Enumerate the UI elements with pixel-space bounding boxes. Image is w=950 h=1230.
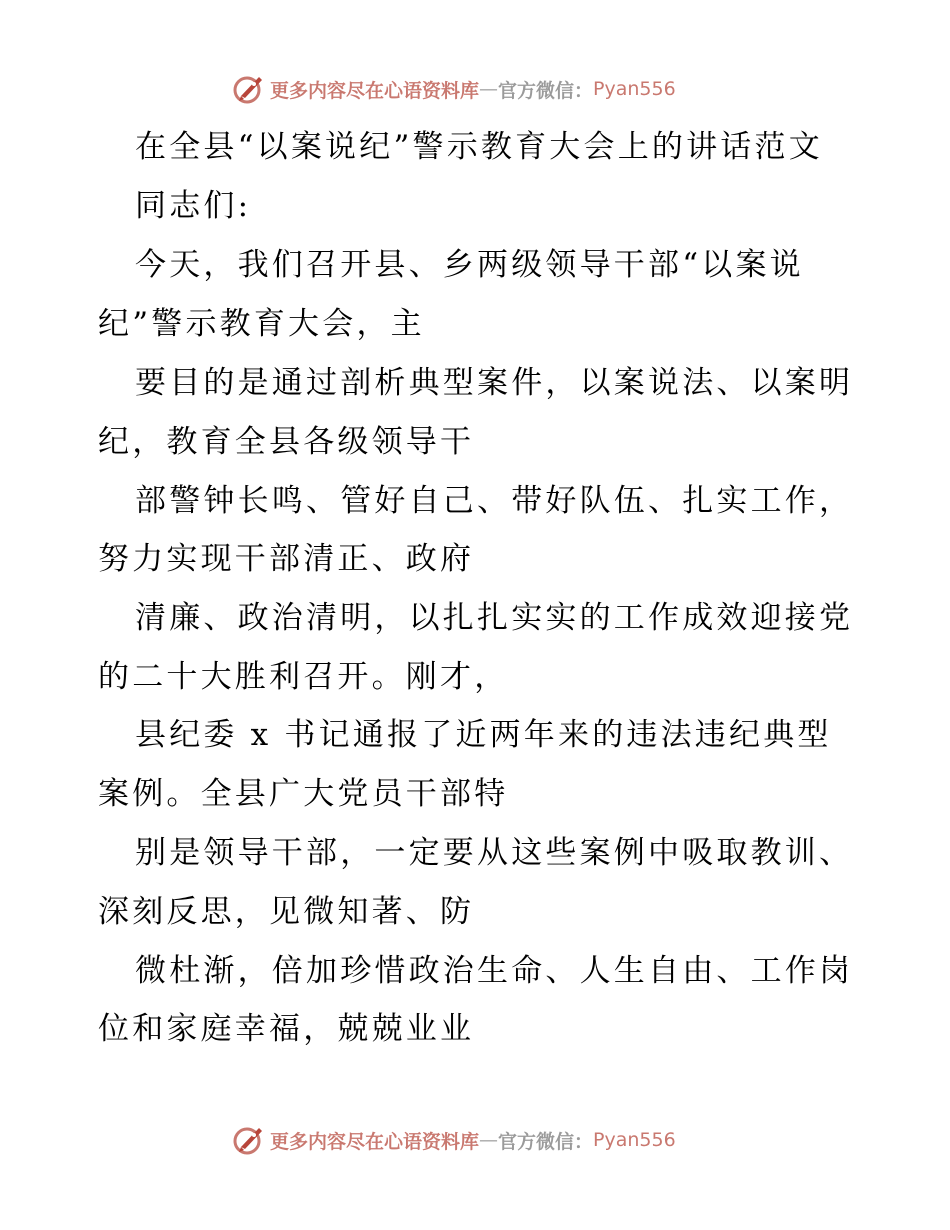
paragraph-line: 清廉、政治清明，以扎扎实实的工作成效迎接党 [135, 600, 854, 636]
document-title: 在全县“以案说纪”警示教育大会上的讲话范文 [135, 129, 823, 165]
paragraph-line: 深刻反思，见微知著、防 [98, 894, 475, 930]
header-watermark [232, 72, 676, 106]
paragraph-line: 位和家庭幸福，兢兢业业 [98, 1011, 475, 1047]
paragraph-line: 案例。全县广大党员干部特 [98, 776, 509, 812]
watermark-wechat-id: Pyan556 [593, 1129, 676, 1151]
watermark-wechat-id: Pyan556 [593, 78, 676, 100]
quill-logo-icon [232, 72, 266, 106]
watermark-label: 官方微信： [498, 1130, 594, 1153]
watermark-separator: — [479, 1129, 499, 1151]
watermark-main-text: 更多内容尽在心语资料库 [270, 79, 480, 102]
paragraph-line: 微杜渐，倍加珍惜政治生命、人生自由、工作岗 [135, 953, 854, 989]
paragraph-line: 纪”警示教育大会，主 [98, 306, 425, 342]
footer-watermark [232, 1123, 676, 1157]
paragraph-line: 县纪委 x 书记通报了近两年来的违法违纪典型 [135, 717, 832, 753]
paragraph-line: 别是领导干部，一定要从这些案例中吸取教训、 [135, 835, 854, 871]
watermark-separator: — [479, 78, 499, 100]
paragraph-line: 的二十大胜利召开。刚才， [98, 659, 509, 695]
quill-logo-icon [232, 1123, 266, 1157]
paragraph-line: 今天，我们召开县、乡两级领导干部“以案说 [135, 247, 804, 283]
paragraph-line: 部警钟长鸣、管好自己、带好队伍、扎实工作， [135, 483, 854, 519]
watermark-main-text: 更多内容尽在心语资料库 [270, 1130, 480, 1153]
paragraph-line: 纪，教育全县各级领导干 [98, 424, 475, 460]
paragraph-line: 要目的是通过剖析典型案件，以案说法、以案明 [135, 365, 854, 401]
paragraph-line: 努力实现干部清正、政府 [98, 541, 475, 577]
watermark-label: 官方微信： [498, 79, 594, 102]
greeting: 同志们: [135, 188, 252, 224]
